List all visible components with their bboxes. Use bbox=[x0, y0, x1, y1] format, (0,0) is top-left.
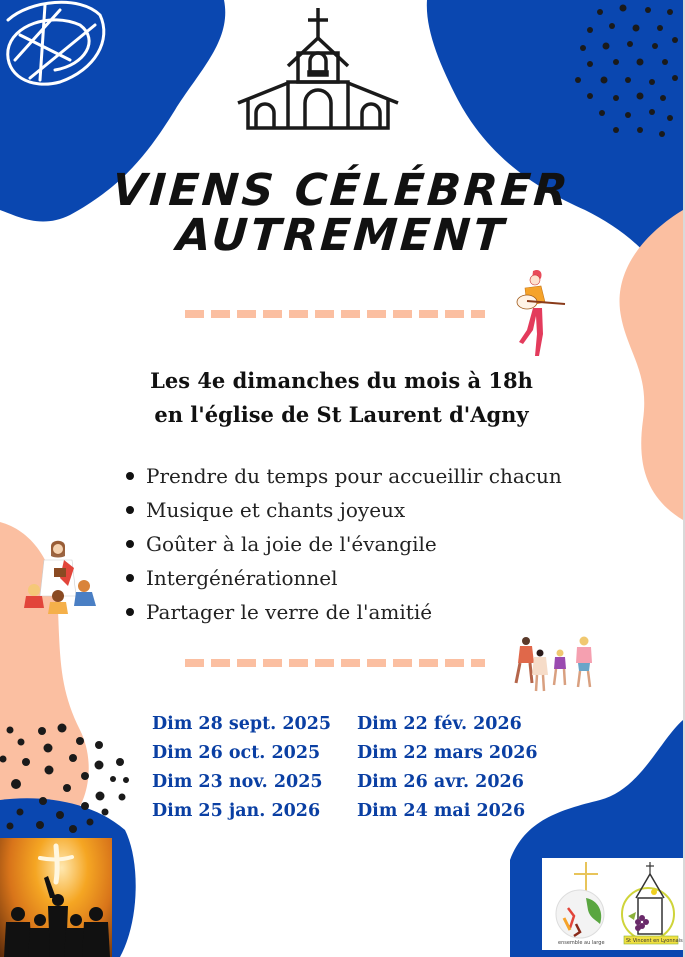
dancing-family-icon bbox=[512, 633, 602, 698]
st-vincent-logo bbox=[622, 862, 683, 944]
svg-text:St Vincent en Lyonnais: St Vincent en Lyonnais bbox=[626, 938, 683, 944]
jesus-children-icon bbox=[14, 538, 102, 616]
date-item: Dim 28 sept. 2025 bbox=[152, 714, 332, 734]
worship-silhouettes-icon bbox=[0, 838, 112, 957]
dates-column-right bbox=[357, 710, 538, 826]
title-line-2: AUTREMENT bbox=[174, 210, 509, 261]
svg-text:ensemble au large: ensemble au large bbox=[558, 940, 605, 946]
church-icon bbox=[236, 6, 400, 132]
parish-logos-graphic bbox=[542, 858, 683, 950]
date-item: Dim 26 oct. 2025 bbox=[152, 743, 321, 763]
subtitle-line-1: Les 4e dimanches du mois à 18h bbox=[150, 368, 533, 393]
bullet-icon bbox=[126, 608, 134, 616]
bullet-icon bbox=[126, 574, 134, 582]
list-item: Musique et chants joyeux bbox=[126, 493, 562, 527]
date-item: Dim 25 jan. 2026 bbox=[152, 801, 321, 821]
ensemble-au-large-logo bbox=[556, 862, 605, 946]
bullet-icon bbox=[126, 506, 134, 514]
title-line-1: VIENS CÉLÉBRER bbox=[110, 165, 573, 216]
list-item: Partager le verre de l'amitié bbox=[126, 595, 562, 629]
parish-logos bbox=[542, 858, 683, 950]
bullet-icon bbox=[126, 472, 134, 480]
bullet-icon bbox=[126, 540, 134, 548]
date-item: Dim 22 fév. 2026 bbox=[357, 714, 522, 734]
list-item: Goûter à la joie de l'évangile bbox=[126, 527, 562, 561]
guitar-player-icon bbox=[505, 268, 567, 358]
dates-column-left bbox=[152, 710, 331, 826]
list-item: Prendre du temps pour accueillir chacun bbox=[126, 459, 562, 493]
dashed-divider-bottom bbox=[185, 659, 485, 667]
list-item: Intergénérationnel bbox=[126, 561, 562, 595]
subtitle-line-2: en l'église de St Laurent d'Agny bbox=[154, 402, 529, 427]
features-list bbox=[126, 459, 562, 629]
date-item: Dim 24 mai 2026 bbox=[357, 801, 526, 821]
dashed-divider-top bbox=[185, 310, 485, 318]
date-item: Dim 26 avr. 2026 bbox=[357, 772, 524, 792]
date-item: Dim 22 mars 2026 bbox=[357, 743, 538, 763]
date-item: Dim 23 nov. 2025 bbox=[152, 772, 323, 792]
worship-photo bbox=[0, 838, 112, 957]
